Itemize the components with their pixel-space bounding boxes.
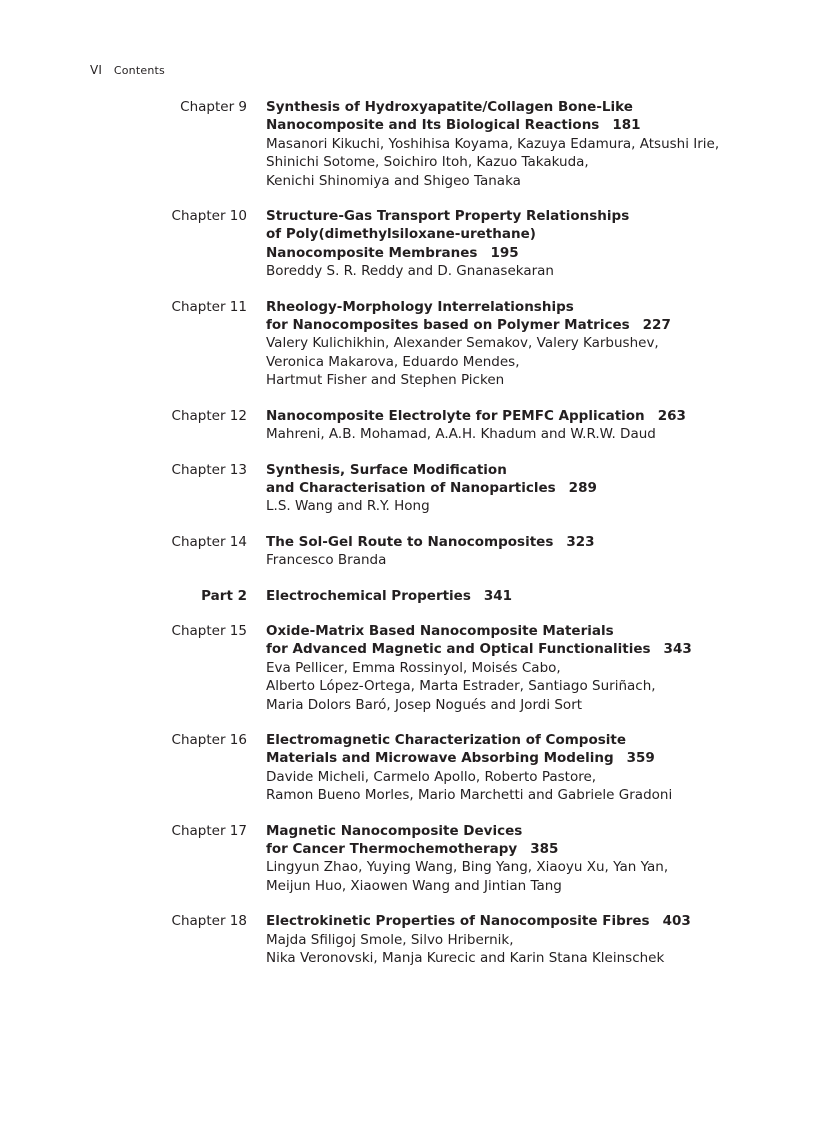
chapter-authors: Masanori Kikuchi, Yoshihisa Koyama, Kazuya Edamura, Atsushi Irie,	[266, 135, 720, 152]
entry-body	[266, 98, 786, 190]
chapter-title-text: and Characterisation of Nanoparticles	[266, 479, 556, 496]
page-reference: 323	[566, 533, 595, 550]
chapter-authors: Mahreni, A.B. Mohamad, A.A.H. Khadum and W.R.W. Daud	[266, 426, 656, 443]
chapter-authors: Shinichi Sotome, Soichiro Itoh, Kazuo Takakuda,	[266, 154, 589, 171]
page-number: VI	[90, 63, 103, 77]
chapter-title-text: Synthesis of Hydroxyapatite/Collagen Bone-Like	[266, 99, 633, 115]
chapter-title-text: Nanocomposite and Its Biological Reactions	[266, 117, 600, 134]
entry-body	[266, 587, 786, 605]
chapter-authors: Hartmut Fisher and Stephen Picken	[266, 372, 505, 389]
chapter-title	[266, 316, 786, 334]
chapter-label: Chapter 9	[180, 99, 247, 115]
chapter-title-text: Electromagnetic Characterization of Composite	[266, 731, 627, 748]
chapter-authors: Maria Dolors Baró, Josep Nogués and Jordi Sort	[266, 696, 583, 713]
entry-body	[266, 822, 786, 896]
chapter-title-text: of Poly(dimethylsiloxane-urethane)	[266, 226, 536, 243]
chapter-authors: Kenichi Shinomiya and Shigeo Tanaka	[266, 172, 521, 189]
page-reference: 341	[483, 587, 513, 604]
page-reference: 181	[612, 117, 641, 134]
toc-chapter	[0, 207, 816, 281]
chapter-title-text: Magnetic Nanocomposite Devices	[266, 822, 523, 839]
chapter-authors: Eva Pellicer, Emma Rossinyol, Moisés Cabo,	[266, 659, 561, 676]
chapter-title	[266, 116, 786, 134]
chapter-label: Chapter 13	[171, 461, 247, 478]
chapter-authors: Lingyun Zhao, Yuying Wang, Bing Yang, Xiaoyu Xu, Yan Yan,	[266, 859, 669, 876]
chapter-title-text: Electrokinetic Properties of Nanocomposite Fibres	[266, 913, 650, 930]
page-reference: 195	[490, 244, 519, 261]
chapter-title	[266, 822, 786, 840]
page-reference: 385	[530, 841, 559, 857]
toc-chapter	[0, 731, 816, 805]
chapter-authors: Meijun Huo, Xiaowen Wang and Jintian Tang	[266, 877, 562, 894]
chapter-authors: Ramon Bueno Morles, Mario Marchetti and Gabriele Gradoni	[266, 787, 673, 804]
chapter-title	[266, 98, 786, 116]
toc-chapter	[0, 407, 816, 444]
chapter-title-text: for Nanocomposites based on Polymer Matrices	[266, 317, 630, 334]
chapter-label: Chapter 14	[171, 533, 247, 550]
chapter-authors: Francesco Branda	[266, 552, 387, 569]
chapter-label: Chapter 12	[171, 407, 247, 424]
entry-body	[266, 461, 786, 516]
chapter-label: Chapter 18	[171, 913, 247, 930]
chapter-title-text: for Advanced Magnetic and Optical Functionalities	[266, 641, 651, 658]
entry-body	[266, 207, 786, 281]
chapter-title	[266, 225, 786, 243]
chapter-title	[266, 244, 786, 262]
chapter-title	[266, 622, 786, 640]
chapter-authors: Boreddy S. R. Reddy and D. Gnanasekaran	[266, 263, 554, 280]
chapter-authors: Nika Veronovski, Manja Kurecic and Karin Stana Kleinschek	[266, 950, 665, 967]
toc-chapter	[0, 98, 816, 190]
toc-chapter	[0, 622, 816, 714]
entry-body	[266, 731, 786, 805]
chapter-title	[266, 587, 786, 605]
table-of-contents	[0, 98, 816, 984]
chapter-title-text: Materials and Microwave Absorbing Modeling	[266, 750, 614, 767]
toc-part	[0, 587, 816, 605]
chapter-title-text: for Cancer Thermochemotherapy	[266, 841, 518, 857]
toc-chapter	[0, 461, 816, 516]
toc-chapter	[0, 298, 816, 390]
chapter-authors: Veronica Makarova, Eduardo Mendes,	[266, 353, 520, 370]
chapter-title	[266, 533, 786, 551]
page-reference: 227	[642, 317, 671, 334]
entry-body	[266, 912, 786, 967]
chapter-title	[266, 840, 786, 858]
chapter-title	[266, 479, 786, 497]
running-header	[90, 63, 165, 77]
page-reference: 289	[568, 479, 597, 496]
page-reference: 359	[626, 750, 655, 767]
toc-chapter	[0, 912, 816, 967]
part-label: Part 2	[201, 587, 247, 604]
chapter-label: Chapter 17	[171, 822, 247, 839]
entry-body	[266, 298, 786, 390]
chapter-title-text: Nanocomposite Electrolyte for PEMFC Application	[266, 407, 645, 424]
chapter-label: Chapter 15	[171, 622, 247, 639]
chapter-title-text: Synthesis, Surface Modification	[266, 461, 507, 478]
running-header-title: Contents	[113, 64, 165, 77]
chapter-label: Chapter 11	[171, 298, 247, 315]
chapter-title	[266, 640, 786, 658]
chapter-title-text: Nanocomposite Membranes	[266, 244, 478, 261]
chapter-title	[266, 407, 786, 425]
chapter-title-text: Rheology-Morphology Interrelationships	[266, 298, 574, 315]
chapter-title	[266, 749, 786, 767]
chapter-label: Chapter 10	[171, 208, 247, 225]
chapter-title	[266, 298, 786, 316]
page-reference: 403	[662, 913, 691, 930]
chapter-authors: L.S. Wang and R.Y. Hong	[266, 498, 430, 515]
chapter-title	[266, 731, 786, 749]
toc-chapter	[0, 822, 816, 896]
chapter-title	[266, 461, 786, 479]
chapter-authors: Alberto López-Ortega, Marta Estrader, Santiago Suriñach,	[266, 678, 656, 695]
chapter-authors: Valery Kulichikhin, Alexander Semakov, Valery Karbushev,	[266, 335, 659, 352]
chapter-title-text: Structure-Gas Transport Property Relationships	[266, 208, 630, 225]
chapter-label: Chapter 16	[171, 731, 247, 748]
entry-body	[266, 407, 786, 444]
chapter-authors: Majda Sfiligoj Smole, Silvo Hribernik,	[266, 931, 514, 948]
page-reference: 263	[657, 407, 686, 424]
chapter-title-text: The Sol-Gel Route to Nanocomposites	[266, 533, 554, 550]
chapter-title	[266, 207, 786, 225]
entry-body	[266, 622, 786, 714]
toc-chapter	[0, 533, 816, 570]
entry-body	[266, 533, 786, 570]
page-reference: 343	[663, 641, 692, 658]
chapter-title	[266, 912, 786, 930]
chapter-authors: Davide Micheli, Carmelo Apollo, Roberto Pastore,	[266, 768, 597, 785]
chapter-title-text: Electrochemical Properties	[266, 587, 471, 604]
chapter-title-text: Oxide-Matrix Based Nanocomposite Materials	[266, 622, 614, 639]
